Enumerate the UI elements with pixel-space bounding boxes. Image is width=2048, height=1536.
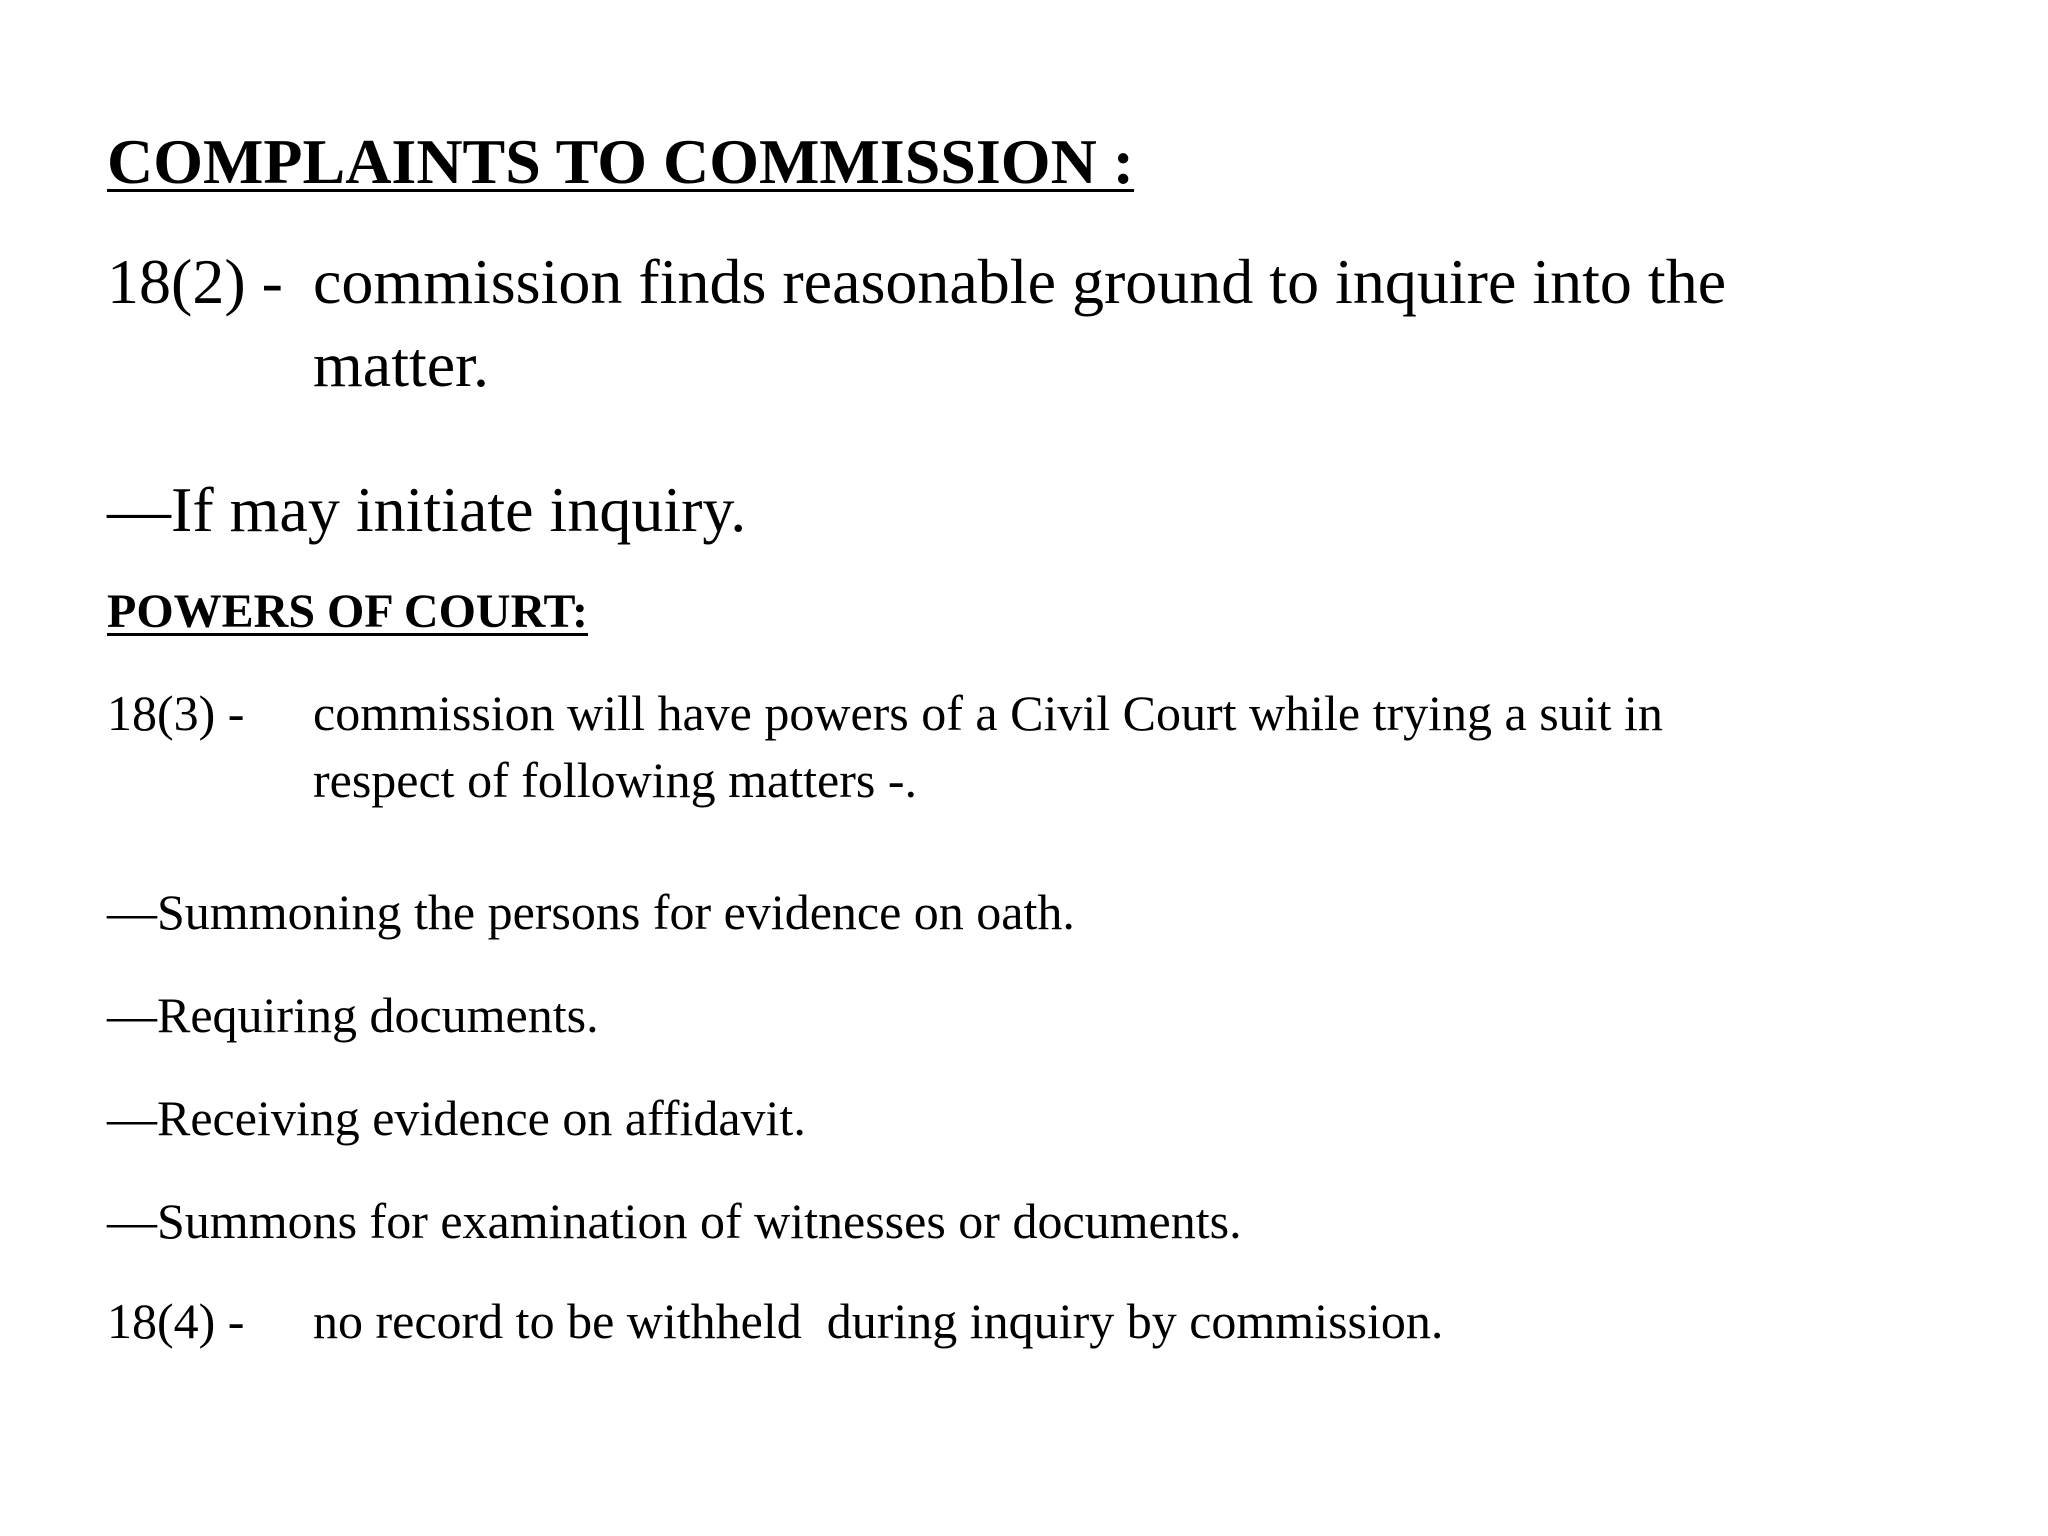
item-text: Summons for examination of witnesses or documents. xyxy=(157,1193,1242,1249)
item-text: Requiring documents. xyxy=(157,987,599,1043)
item-text: If may initiate inquiry. xyxy=(171,474,747,545)
clause-line: commission finds reasonable ground to inquire into the xyxy=(313,246,1727,317)
clause-18-3 xyxy=(107,680,1663,814)
initiate-inquiry-item xyxy=(107,470,746,550)
em-dash: — xyxy=(107,474,171,545)
clause-line: respect of following matters -. xyxy=(313,752,917,808)
em-dash: — xyxy=(107,884,157,940)
item-text: Summoning the persons for evidence on oath. xyxy=(157,884,1075,940)
clause-number: 18(3) - xyxy=(107,685,245,741)
list-item xyxy=(107,880,1075,944)
em-dash: — xyxy=(107,1090,157,1146)
complaints-heading: COMPLAINTS TO COMMISSION : xyxy=(107,126,1135,197)
clause-number: 18(4) - xyxy=(107,1293,245,1349)
clause-line: commission will have powers of a Civil Court while trying a suit in xyxy=(313,685,1663,741)
clause-18-2 xyxy=(107,240,1726,406)
clause-body: no record to be withheld during inquiry by commission. xyxy=(313,1293,1444,1349)
list-item xyxy=(107,1189,1242,1253)
clause-line: matter. xyxy=(313,329,489,400)
clause-number: 18(2) - xyxy=(107,246,283,317)
powers-heading: POWERS OF COURT: xyxy=(107,585,588,638)
em-dash: — xyxy=(107,987,157,1043)
clause-body xyxy=(313,240,1726,406)
clause-body xyxy=(313,680,1663,814)
item-text: Receiving evidence on affidavit. xyxy=(157,1090,806,1146)
list-item xyxy=(107,1086,806,1150)
list-item xyxy=(107,983,599,1047)
clause-18-4 xyxy=(107,1288,1443,1355)
em-dash: — xyxy=(107,1193,157,1249)
